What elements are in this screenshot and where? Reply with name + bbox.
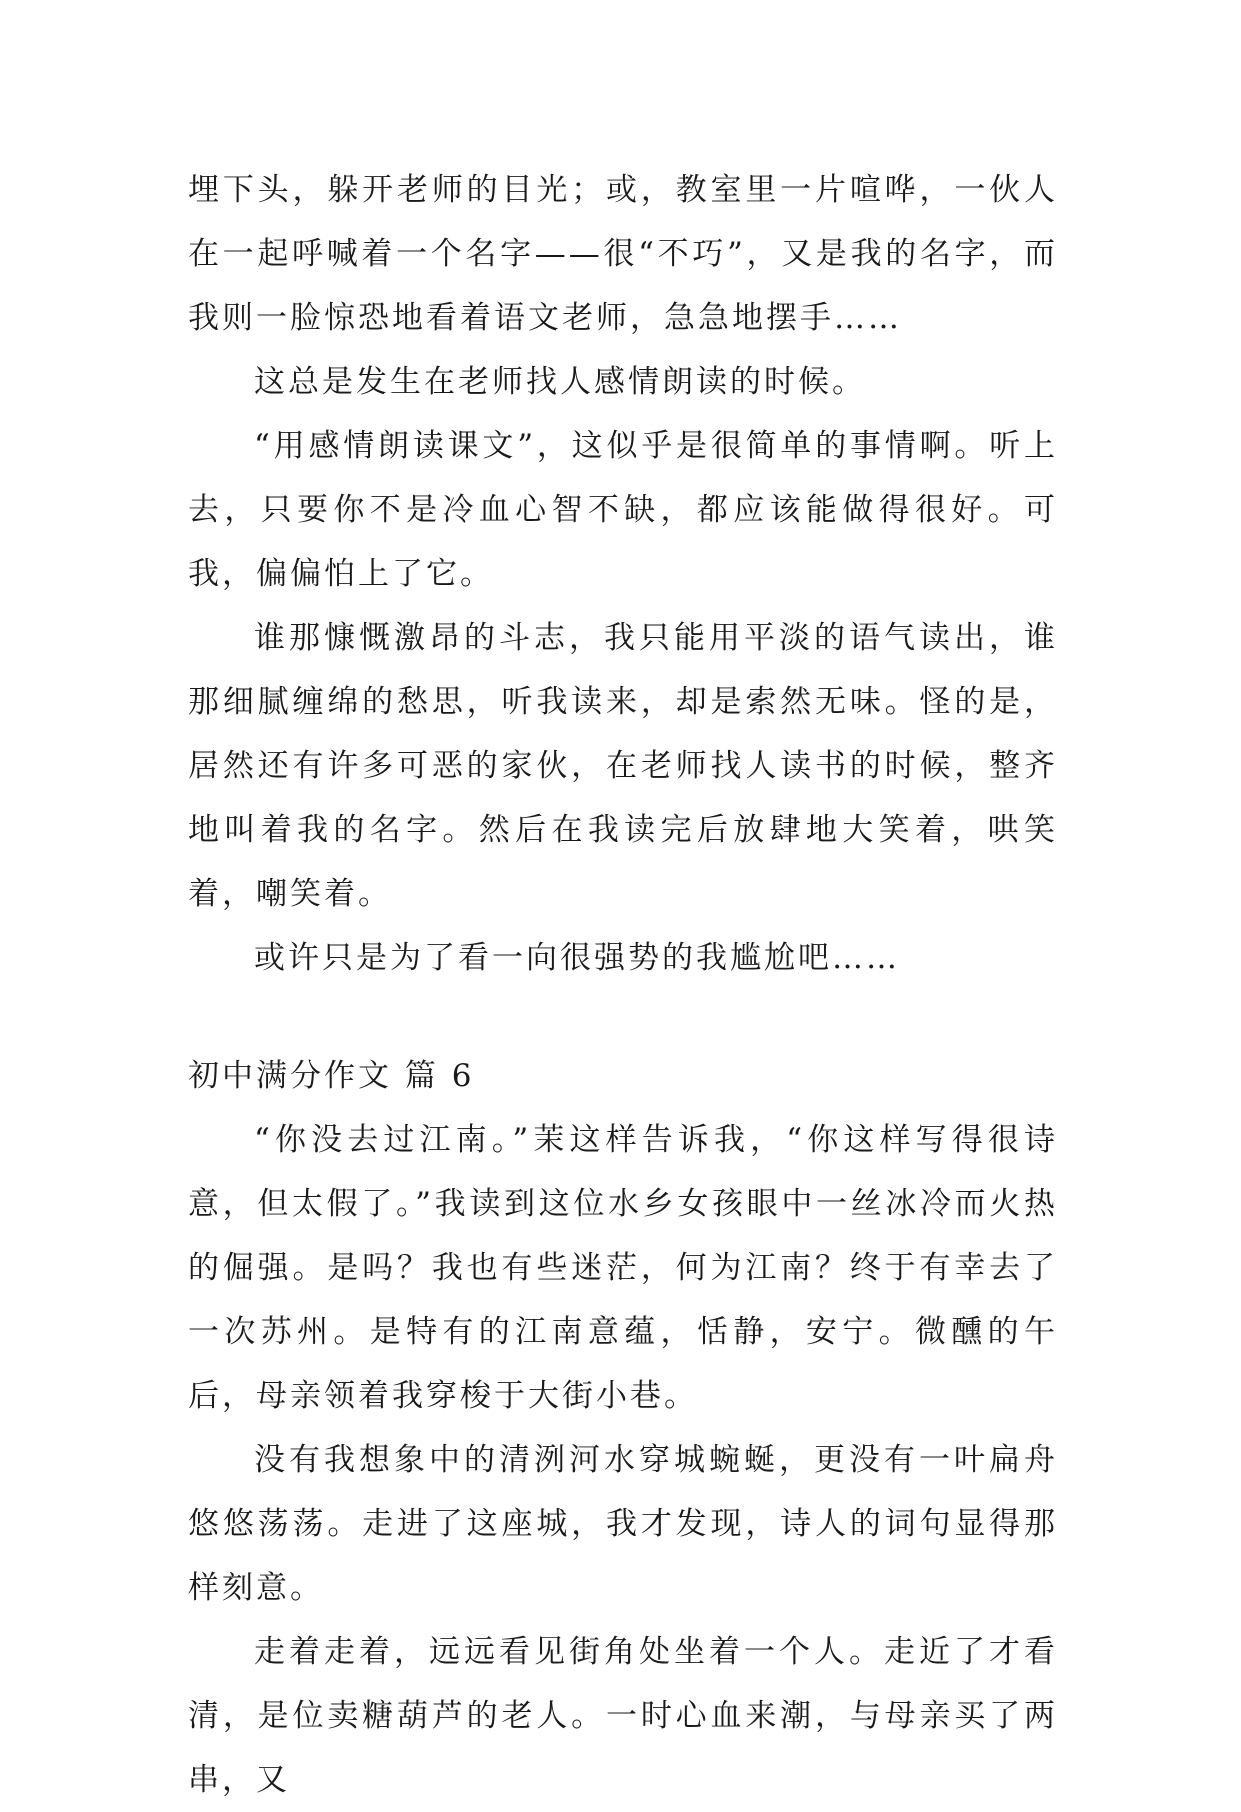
paragraph: “用感情朗读课文”，这似乎是很简单的事情啊。听上去，只要你不是冷血心智不缺，都应该能做得很好。可我，偏偏怕上了它。 [188,428,1058,592]
paragraph: 或许只是为了看一向很强势的我尴尬吧…… [254,940,900,976]
paragraph: 走着走着，远远看见街角处坐着一个人。走近了才看清，是位卖糖葫芦的老人。一时心血来潮，与母亲买了两串，又 [188,1634,1058,1798]
document-page [188,158,1058,1812]
paragraph: 没有我想象中的清洌河水穿城蜿蜒，更没有一叶扁舟悠悠荡荡。走进了这座城，我才发现，诗人的词句显得那样刻意。 [188,1442,1058,1606]
section-heading: 初中满分作文 篇 6 [188,1058,475,1094]
paragraph: 谁那慷慨激昂的斗志，我只能用平淡的语气读出，谁那细腻缠绵的愁思，听我读来，却是索然无味。怪的是，居然还有许多可恶的家伙，在老师找人读书的时候，整齐地叫着我的名字。然后在我读完后放肆地大笑着，哄笑着，嘲笑着。 [188,620,1058,912]
paragraph: 埋下头，躲开老师的目光；或，教室里一片喧哗，一伙人在一起呼喊着一个名字——很“不巧”，又是我的名字，而我则一脸惊恐地看着语文老师，急急地摆手…… [188,172,1058,336]
paragraph: 这总是发生在老师找人感情朗读的时候。 [254,364,866,400]
paragraph: “你没去过江南。”茉这样告诉我，“你这样写得很诗意，但太假了。”我读到这位水乡女孩眼中一丝冰冷而火热的倔强。是吗？我也有些迷茫，何为江南？终于有幸去了一次苏州。是特有的江南意蕴，恬静，安宁。微醺的午后，母亲领着我穿梭于大街小巷。 [188,1122,1058,1414]
